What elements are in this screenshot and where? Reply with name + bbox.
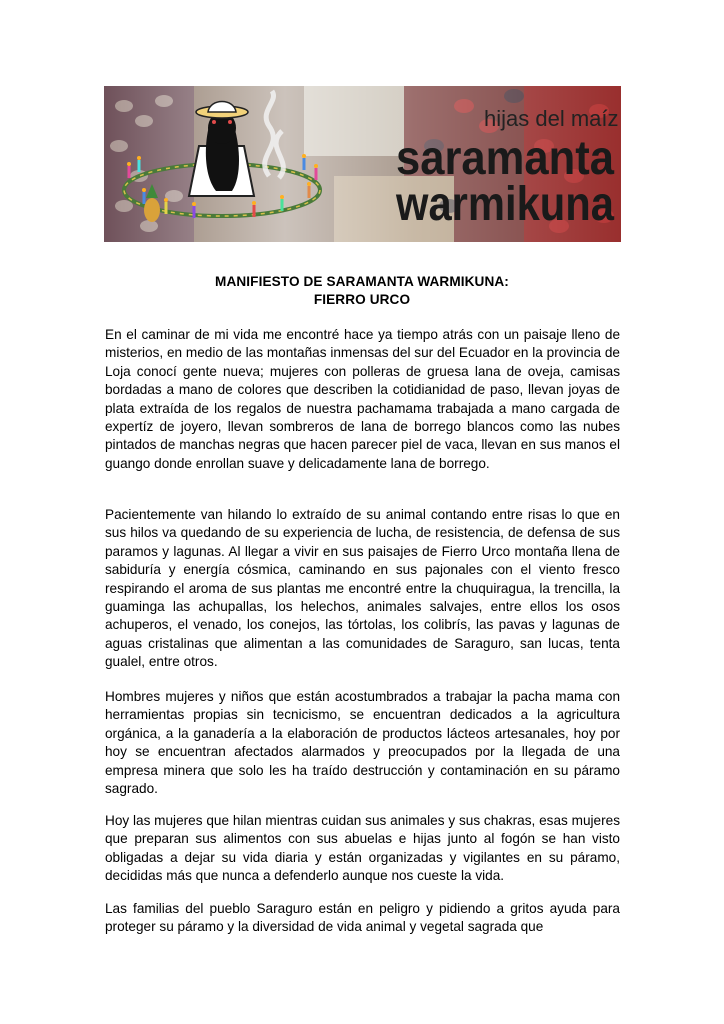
document-title-line1: MANIFIESTO DE SARAMANTA WARMIKUNA: (215, 274, 509, 289)
body-paragraph: Hombres mujeres y niños que están acostumbrados a trabajar la pacha mama con herramientas propias sin tecnicismo, se encuentran dedicados a la agricultura orgánica, a la ganadería a la elaboración de productos lácteos artesanales, hoy por hoy se encuentran afectados alarmados y preocupados por la llegada de una empresa minera que solo les ha traído destrucción y contaminación en su páramo sagrado. (105, 689, 620, 797)
banner-tagline: hijas del maíz (484, 106, 619, 131)
banner-brand-line2: warmikuna (395, 178, 615, 231)
banner-brand-line1: saramanta (396, 132, 615, 185)
body-paragraph: Hoy las mujeres que hilan mientras cuidan sus animales y sus chakras, esas mujeres que preparan sus alimentos con sus abuelas e hijas junto al fogón se han visto obligadas a dejar su vida diaria y están organizadas y vigilantes en su páramo, decididas más que nunca a defenderlo aunque nos cueste la vida. (105, 813, 620, 884)
document-title-line2: FIERRO URCO (313, 292, 411, 307)
banner-illustration (104, 86, 621, 242)
body-paragraph: Pacientemente van hilando lo extraído de su animal contando entre risas lo que en sus hilos va quedando de su experiencia de lucha, de resistencia, de defensa de sus paramos y lagunas. Al llegar a vivir en sus paisajes de Fierro Urco montaña llena de sabiduría y energía cósmica, caminando en sus pajonales con el viento fresco respirando el aroma de sus plantas me encontré entre la chuquiragua, la trencilla, la guaminga las achupallas, los helechos, animales salvajes, entre ellos los osos achuperos, el venado, los conejos, las tórtolas, los colibrís, las pavas y lagunas de aguas cristalinas que alimentan a las comunidades de Saraguro, san lucas, tenta gualel, entre otros. (105, 507, 620, 670)
body-paragraph: En el caminar de mi vida me encontré hace ya tiempo atrás con un paisaje lleno de misterios, en medio de las montañas inmensas del sur del Ecuador en la provincia de Loja conocí gente nueva; mujeres con polleras de gruesa lana de oveja, camisas bordadas a mano de colores que describen la cotidianidad de paso, llevan joyas de plata extraída de los regalos de nuestra pachamama trabajada a mano cargada de expertíz de joyero, llevan sombreros de lana de borrego blancos como las nubes pintados de manchas negras que hacen parecer piel de vaca, llevan en sus manos el guango donde enrollan suave y delicadamente lana de borrego. (105, 327, 620, 471)
header-banner (104, 86, 621, 242)
body-paragraph: Las familias del pueblo Saraguro están en peligro y pidiendo a gritos ayuda para proteger su páramo y la diversidad de vida animal y vegetal sagrada que (105, 901, 620, 935)
